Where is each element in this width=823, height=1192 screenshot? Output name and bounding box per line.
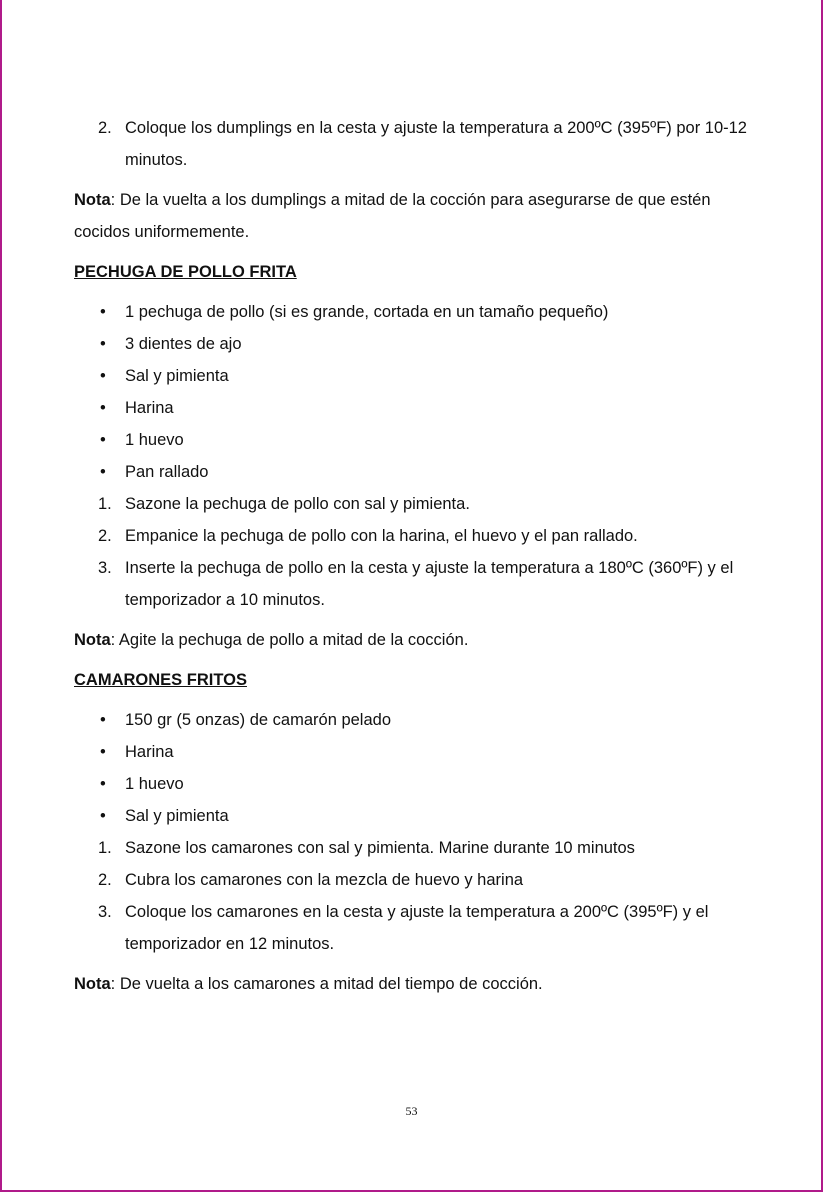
ingredient-text: Sal y pimienta xyxy=(125,367,229,385)
list-item xyxy=(74,360,754,392)
step-text: Sazone los camarones con sal y pimienta. Marine durante 10 minutos xyxy=(125,839,635,857)
list-item xyxy=(74,800,754,832)
list-item xyxy=(74,112,754,176)
note-paragraph xyxy=(74,184,754,248)
ingredient-text: Sal y pimienta xyxy=(125,807,229,825)
ingredient-text: Harina xyxy=(125,743,174,761)
step-text: Coloque los dumplings en la cesta y ajuste la temperatura a 200ºC (395ºF) por 10-12 minutos. xyxy=(125,119,747,169)
list-item xyxy=(74,456,754,488)
note-paragraph xyxy=(74,624,754,656)
bullet-icon: • xyxy=(100,711,106,729)
step-number: 1. xyxy=(98,839,112,857)
steps-list xyxy=(74,488,754,616)
page-content xyxy=(74,112,754,1000)
step-number: 3. xyxy=(98,903,112,921)
step-number: 1. xyxy=(98,495,112,513)
bullet-icon: • xyxy=(100,775,106,793)
step-text: Inserte la pechuga de pollo en la cesta y ajuste la temperatura a 180ºC (360ºF) y el temporizador a 10 minutos. xyxy=(125,559,734,609)
bullet-icon: • xyxy=(100,399,106,417)
list-item xyxy=(74,488,754,520)
list-item xyxy=(74,768,754,800)
list-item xyxy=(74,392,754,424)
ingredient-text: 1 huevo xyxy=(125,431,184,449)
note-text: : Agite la pechuga de pollo a mitad de la cocción. xyxy=(110,631,469,649)
step-number: 3. xyxy=(98,559,112,577)
list-item xyxy=(74,896,754,960)
ingredient-list xyxy=(74,704,754,832)
note-text: : De la vuelta a los dumplings a mitad de la cocción para asegurarse de que estén cocidos uniformemente. xyxy=(74,191,711,241)
bullet-icon: • xyxy=(100,303,106,321)
step-number: 2. xyxy=(98,119,112,137)
step-number: 2. xyxy=(98,871,112,889)
section-heading: CAMARONES FRITOS xyxy=(74,671,247,689)
step-text: Empanice la pechuga de pollo con la harina, el huevo y el pan rallado. xyxy=(125,527,638,545)
list-item xyxy=(74,704,754,736)
bullet-icon: • xyxy=(100,367,106,385)
ingredient-text: 3 dientes de ajo xyxy=(125,335,242,353)
note-label: Nota xyxy=(74,631,111,649)
note-label: Nota xyxy=(74,191,111,209)
section-heading: PECHUGA DE POLLO FRITA xyxy=(74,263,297,281)
step-text: Cubra los camarones con la mezcla de huevo y harina xyxy=(125,871,524,889)
note-text: : De vuelta a los camarones a mitad del tiempo de cocción. xyxy=(110,975,543,993)
ingredient-text: 1 huevo xyxy=(125,775,184,793)
list-item xyxy=(74,520,754,552)
note-label: Nota xyxy=(74,975,111,993)
step-text: Coloque los camarones en la cesta y ajuste la temperatura a 200ºC (395ºF) y el temporizador en 12 minutos. xyxy=(125,903,709,953)
ingredient-text: Pan rallado xyxy=(125,463,209,481)
bullet-icon: • xyxy=(100,431,106,449)
ingredient-text: 150 gr (5 onzas) de camarón pelado xyxy=(125,711,391,729)
page-border-left xyxy=(0,0,2,1192)
bullet-icon: • xyxy=(100,335,106,353)
list-item xyxy=(74,864,754,896)
note-paragraph xyxy=(74,968,754,1000)
page-number: 53 xyxy=(405,1104,418,1118)
ingredient-text: 1 pechuga de pollo (si es grande, cortada en un tamaño pequeño) xyxy=(125,303,609,321)
list-item xyxy=(74,328,754,360)
list-item xyxy=(74,832,754,864)
bullet-icon: • xyxy=(100,807,106,825)
ingredient-text: Harina xyxy=(125,399,174,417)
list-item xyxy=(74,296,754,328)
list-item xyxy=(74,552,754,616)
bullet-icon: • xyxy=(100,743,106,761)
steps-list xyxy=(74,832,754,960)
list-item xyxy=(74,424,754,456)
list-item xyxy=(74,736,754,768)
step-text: Sazone la pechuga de pollo con sal y pimienta. xyxy=(125,495,470,513)
step-number: 2. xyxy=(98,527,112,545)
ingredient-list xyxy=(74,296,754,488)
bullet-icon: • xyxy=(100,463,106,481)
